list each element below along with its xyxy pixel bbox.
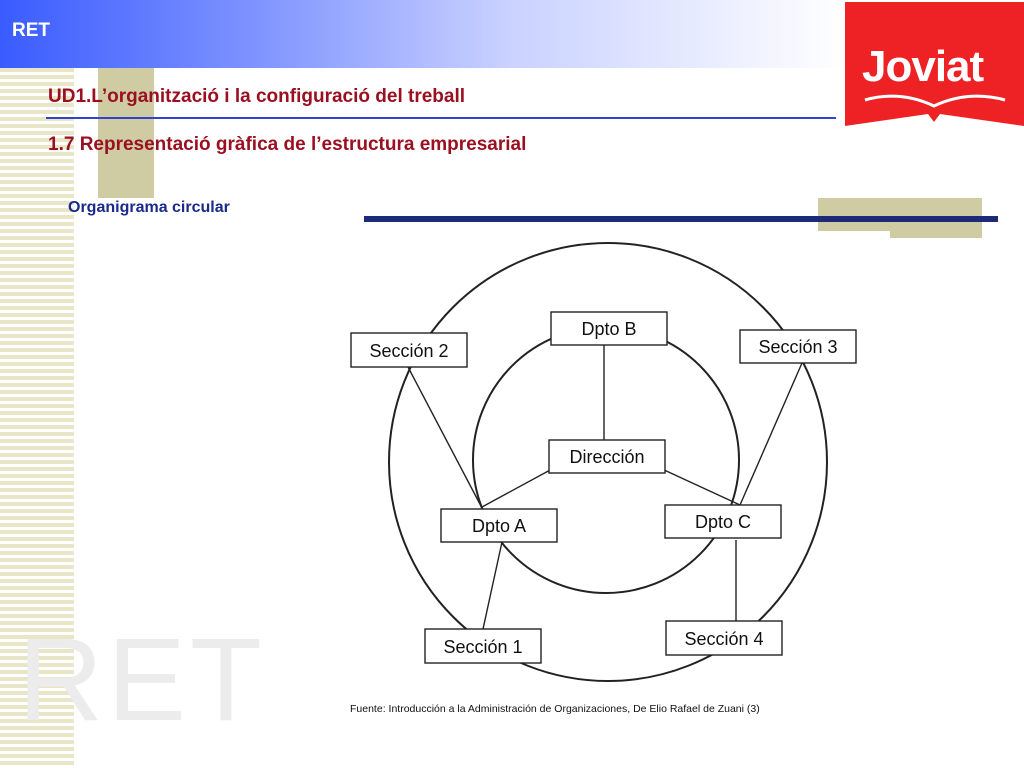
link-direccion-dpto-c xyxy=(662,469,740,505)
link-seccion3-dpto-c xyxy=(740,363,802,505)
subtitle-divider xyxy=(364,216,998,222)
link-seccion1-dpto-a xyxy=(483,542,502,629)
label-seccion-1: Sección 1 xyxy=(443,637,523,657)
label-seccion-3: Sección 3 xyxy=(758,337,838,357)
label-seccion-4: Sección 4 xyxy=(684,629,764,649)
watermark-text: RET xyxy=(18,614,266,746)
label-direccion: Dirección xyxy=(569,447,645,467)
label-dpto-b: Dpto B xyxy=(581,319,637,339)
diagram-subtitle: Organigrama circular xyxy=(68,199,230,216)
source-caption: Fuente: Introducción a la Administración de Organizaciones, De Elio Rafael de Zuani (3) xyxy=(350,703,760,715)
header-bar xyxy=(0,0,845,68)
label-dpto-c: Dpto C xyxy=(694,512,752,532)
title-divider xyxy=(46,117,836,119)
section-title: 1.7 Representació gràfica de l’estructura empresarial xyxy=(48,134,527,155)
label-dpto-a: Dpto A xyxy=(471,516,527,536)
decor-square xyxy=(818,198,890,231)
label-seccion-2: Sección 2 xyxy=(369,341,449,361)
header-tag: RET xyxy=(12,20,50,41)
circular-org-chart xyxy=(330,235,870,700)
link-seccion2-dpto-a xyxy=(408,367,482,508)
page-title: UD1.L’organització i la configuració del treball xyxy=(48,86,466,107)
logo-text: Joviat xyxy=(862,42,984,91)
link-direccion-dpto-a xyxy=(482,469,552,507)
